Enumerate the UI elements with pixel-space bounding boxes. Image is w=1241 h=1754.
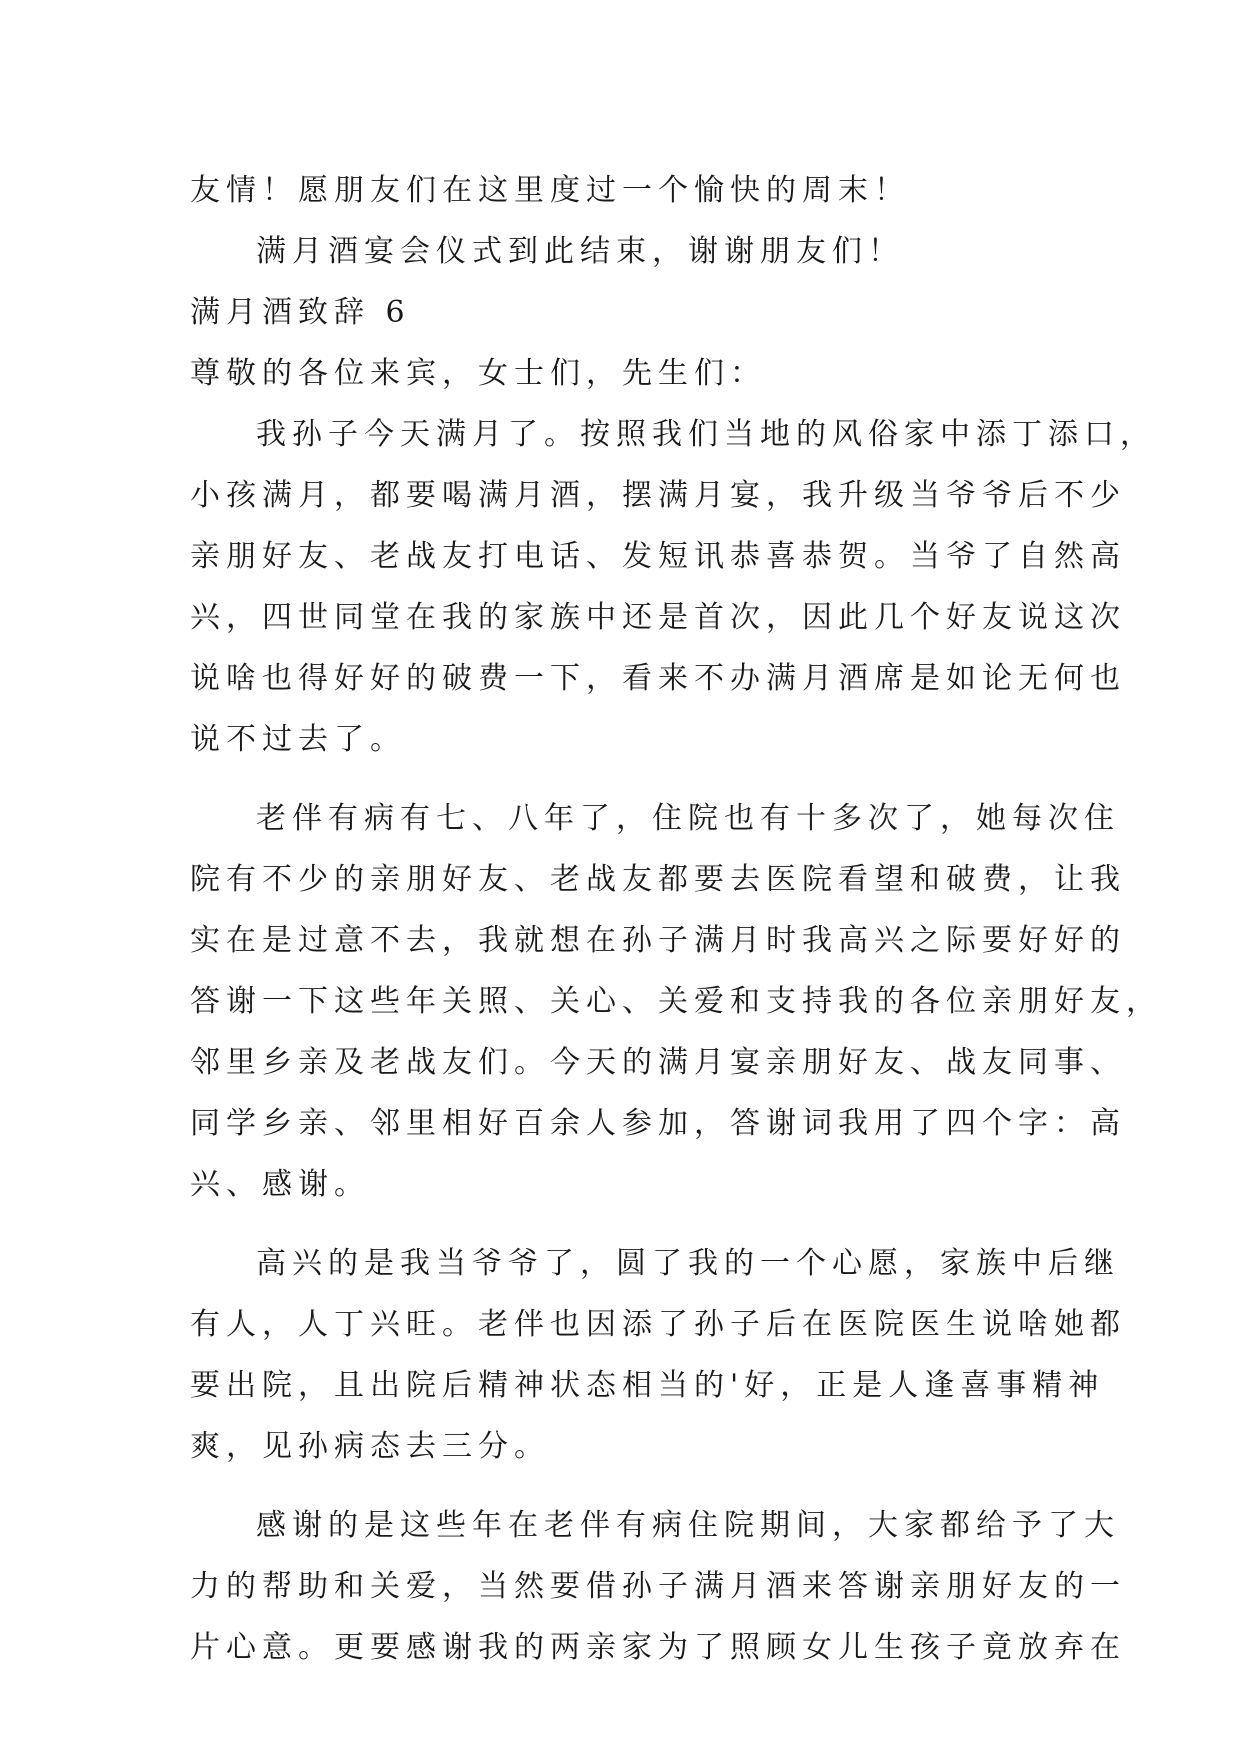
text-line: 说不过去了。 [190,722,406,757]
text-line: 院有不少的亲朋好友、老战友都要去医院看望和破费，让我 [190,862,1126,897]
text-line: 邻里乡亲及老战友们。今天的满月宴亲朋好友、战友同事、 [190,1045,1126,1080]
text-line: 小孩满月，都要喝满月酒，摆满月宴，我升级当爷爷后不少 [190,478,1126,513]
closing-line: 满月酒宴会仪式到此结束，谢谢朋友们！ [256,234,904,269]
paragraph-gap [190,770,1060,788]
text-line: 兴，四世同堂在我的家族中还是首次，因此几个好友说这次 [190,600,1126,635]
text-line: 友情！愿朋友们在这里度过一个愉快的周末！ [190,173,910,208]
text-line: 老伴有病有七、八年了，住院也有十多次了，她每次住 [256,801,1120,836]
text-line: 爽，见孙病态去三分。 [190,1429,550,1464]
text-line: 有人，人丁兴旺。老伴也因添了孙子后在医院医生说啥她都 [190,1307,1126,1342]
text-line: 力的帮助和关爱，当然要借孙子满月酒来答谢亲朋好友的一 [190,1569,1126,1604]
text-line: 感谢的是这些年在老伴有病住院期间，大家都给予了大 [256,1508,1120,1543]
text-line: 亲朋好友、老战友打电话、发短讯恭喜恭贺。当爷了自然高 [190,539,1126,574]
text-line: 说啥也得好好的破费一下，看来不办满月酒席是如论无何也 [190,661,1126,696]
text-line: 要出院，且出院后精神状态相当的'好，正是人逢喜事精神 [190,1368,1105,1403]
document-body [190,160,1162,1678]
text-line: 同学乡亲、邻里相好百余人参加，答谢词我用了四个字：高 [190,1106,1126,1141]
text-line: 兴、感谢。 [190,1167,370,1202]
paragraph-gap [190,1215,1060,1233]
salutation: 尊敬的各位来宾，女士们，先生们： [190,356,766,391]
text-line: 我孙子今天满月了。按照我们当地的风俗家中添丁添口， [256,417,1156,452]
paragraph-gap [190,1477,1060,1495]
section-heading: 满月酒致辞 6 [190,295,411,330]
text-line: 片心意。更要感谢我的两亲家为了照顾女儿生孩子竟放弃在 [190,1630,1126,1665]
text-line: 实在是过意不去，我就想在孙子满月时我高兴之际要好好的 [190,923,1126,958]
text-line: 高兴的是我当爷爷了，圆了我的一个心愿，家族中后继 [256,1246,1120,1281]
text-line: 答谢一下这些年关照、关心、关爱和支持我的各位亲朋好友， [190,984,1162,1019]
